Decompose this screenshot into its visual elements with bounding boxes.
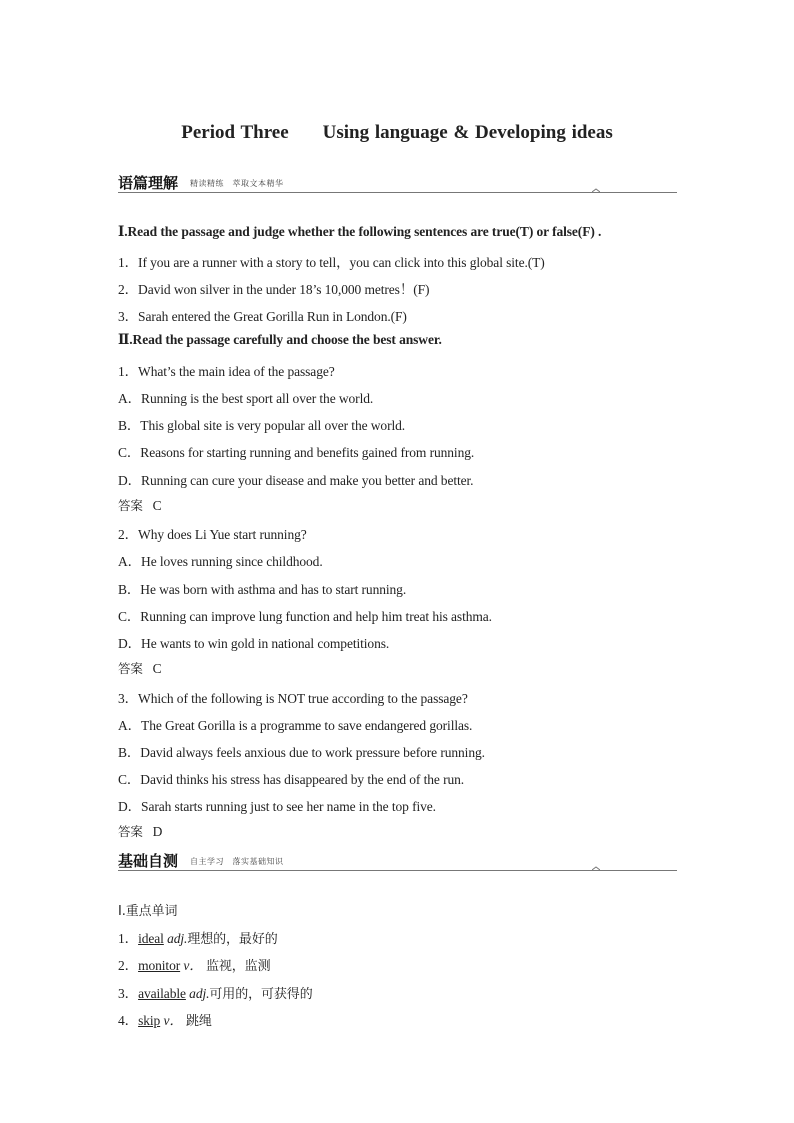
list-item: 2．David won silver in the under 18’s 10,000 metres！(F) [118,282,430,297]
section-header-reading [118,172,678,194]
divider-notch-icon [592,865,600,873]
vocab-pos: v． [163,1013,183,1028]
part1-heading: Ⅰ.Read the passage and judge whether the following sentences are true(T) or false(F) . [118,224,602,239]
answer-label: 答案 [118,661,143,676]
vocab-number: 1． [118,931,139,946]
divider-notch-icon [592,187,600,195]
answer-3 [118,822,162,840]
option: A．Running is the best sport all over the world. [118,391,374,406]
title-period: Period Three [181,122,289,143]
option: A．He loves running since childhood. [118,554,323,569]
option: B．David always feels anxious due to work pressure before running. [118,745,485,760]
section-subtitle: 精读精练 萃取文本精华 [190,179,284,188]
option: A．The Great Gorilla is a programme to save endangered gorillas. [118,718,473,733]
option: C．Running can improve lung function and help him treat his asthma. [118,609,492,624]
question-2: 2．Why does Li Yue start running? [118,527,307,542]
vocab-item [118,1009,212,1029]
option: C．David thinks his stress has disappeared by the end of the run. [118,772,465,787]
vocab-item [118,927,278,947]
vocab-pos: adj. [189,986,210,1001]
vocab-word: ideal [138,931,164,946]
question-3: 3．Which of the following is NOT true according to the passage? [118,691,468,706]
section-header-basics [118,850,678,872]
vocab-item [118,954,271,974]
vocab-word: monitor [138,958,181,973]
title-topic: Using language & Developing ideas [322,122,613,143]
option: B．This global site is very popular all over the world. [118,418,406,433]
section-subtitle: 自主学习 落实基础知识 [190,857,284,866]
page-title [0,122,794,144]
answer-value: C [152,661,162,676]
answer-label: 答案 [118,498,143,513]
answer-label: 答案 [118,824,143,839]
section-title: 基础自测 [118,852,179,870]
option: D．Running can cure your disease and make you better and better. [118,473,474,488]
vocab-item [118,982,313,1002]
option: D．He wants to win gold in national competitions. [118,636,390,651]
vocab-number: 2． [118,958,139,973]
vocab-word: skip [138,1013,161,1028]
list-item: 1．If you are a runner with a story to tell，you can click into this global site.(T) [118,255,545,270]
vocab-meaning: 监视，监测 [205,959,271,974]
vocab-number: 3． [118,986,139,1001]
answer-value: C [152,498,162,513]
list-item: 3．Sarah entered the Great Gorilla Run in London.(F) [118,309,407,324]
vocab-meaning: 理想的，最好的 [187,932,278,947]
section-title: 语篇理解 [118,174,179,192]
vocab-word: available [138,986,186,1001]
option: B．He was born with asthma and has to start running. [118,582,407,597]
vocab-meaning: 跳绳 [186,1014,212,1029]
option: C．Reasons for starting running and benefits gained from running. [118,445,475,460]
question-1: 1．What’s the main idea of the passage? [118,364,335,379]
answer-value: D [152,824,163,839]
vocab-number: 4． [118,1013,139,1028]
vocab-meaning: 可用的，可获得的 [209,987,313,1002]
answer-1 [118,496,162,514]
vocab-heading: Ⅰ.重点单词 [118,904,178,919]
vocab-pos: adj. [167,931,188,946]
vocab-pos: v． [183,958,203,973]
answer-2 [118,659,162,677]
part2-heading: Ⅱ.Read the passage carefully and choose the best answer. [118,332,442,347]
option: D．Sarah starts running just to see her name in the top five. [118,799,436,814]
